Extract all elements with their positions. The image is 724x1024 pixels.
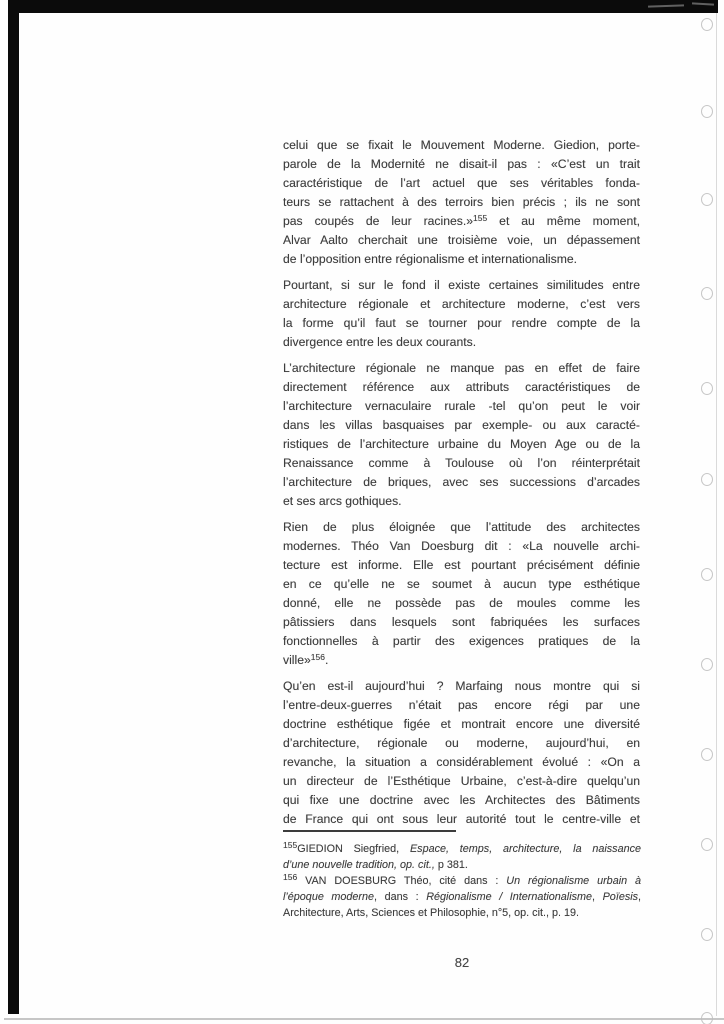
text-line: tecture est informe. Elle est pourtant précisément définie — [283, 558, 640, 572]
text-line: d’architecture, régionale ou moderne, aujourd’hui, en — [283, 736, 640, 750]
text-line: Renaissance comme à Toulouse où l’on réinterprétait — [283, 456, 640, 470]
text-line: modernes. Théo Van Doesburg dit : «La nouvelle archi- — [283, 539, 640, 553]
text-line: Pourtant, si sur le fond il existe certaines similitudes entre — [283, 278, 640, 292]
footnotes — [283, 841, 641, 921]
text-line: ristiques de l’architecture urbaine du Moyen Age ou de la — [283, 437, 640, 451]
text-line: $^{156}$ VAN DOESBURG Théo, cité dans : Un régionalisme urbain à — [283, 872, 641, 887]
text-line: l’entre-deux-guerres n’était pas encore régi par une — [283, 698, 640, 712]
text-line: pas coupés de leur racines.»$^{155}$ et au même moment, — [283, 213, 640, 228]
page-number: 82 — [454, 955, 470, 970]
scan-border-left — [8, 0, 19, 1014]
text-line: L’architecture régionale ne manque pas en effet de faire — [283, 361, 640, 375]
text-line: parole de la Modernité ne disait-il pas : «C’est un trait — [283, 157, 640, 171]
paragraph — [283, 276, 640, 352]
binding-hole — [701, 658, 713, 671]
text-line: de France qui ont sous leur autorité tout le centre-ville et — [283, 812, 640, 826]
paragraph — [283, 359, 640, 511]
text-line: ville»$^{156}$. — [283, 652, 329, 667]
text-line: teurs se rattachent à des terroirs bien précis ; ils ne sont — [283, 195, 640, 209]
text-line: l’époque moderne, dans : Régionalisme / Internationalisme, Poïesis, — [283, 891, 642, 903]
binding-hole — [701, 928, 713, 941]
binding-hole — [701, 473, 713, 486]
text-line: directement référence aux attributs caractéristiques de — [283, 380, 640, 394]
footnote-separator — [283, 830, 456, 832]
text-line: Rien de plus éloignée que l’attitude des architectes — [283, 520, 640, 534]
text-line: Qu’en est-il aujourd’hui ? Marfaing nous montre qui si — [283, 679, 640, 693]
binding-hole — [701, 838, 713, 851]
binding-hole — [701, 287, 713, 300]
paragraph — [283, 136, 640, 269]
body-text — [283, 136, 640, 836]
page-right-edge — [716, 13, 717, 1016]
page-bottom-edge — [4, 1018, 724, 1020]
binding-hole — [701, 105, 713, 118]
scan-border-top — [8, 0, 718, 13]
footnote — [283, 841, 641, 873]
text-line: de l’opposition entre régionalisme et internationalisme. — [283, 252, 578, 266]
text-line: d’une nouvelle tradition, op. cit., p 381. — [283, 859, 468, 871]
text-line: un directeur de l’Esthétique Urbaine, c’est-à-dire quelqu’un — [283, 774, 640, 788]
text-line: l’architecture de briques, avec ses successions d’arcades — [283, 475, 640, 489]
binding-hole — [701, 568, 713, 581]
text-line: architecture régionale et architecture moderne, c’est vers — [283, 297, 640, 311]
text-line: et ses arcs gothiques. — [283, 494, 402, 508]
paragraph — [283, 518, 640, 670]
text-line: Architecture, Arts, Sciences et Philosophie, n°5, op. cit., p. 19. — [283, 907, 579, 919]
text-line: la forme qu’il faut se tourner pour rendre compte de la — [283, 316, 640, 330]
text-line: l’architecture vernaculaire rurale -tel qu’on peut le voir — [283, 399, 640, 413]
text-line: en ce qu’elle ne se soumet à aucun type esthétique — [283, 577, 640, 591]
binding-hole — [701, 748, 713, 761]
text-line: donné, elle ne possède pas de moules comme les — [283, 596, 640, 610]
text-line: dans les villas basquaises par exemple- ou aux caracté- — [283, 418, 640, 432]
paragraph — [283, 677, 640, 829]
text-line: revanche, la situation a considérablement évolué : «On a — [283, 755, 640, 769]
text-line: pâtissiers dans lesquels sont fabriquées les surfaces — [283, 615, 640, 629]
text-line: $^{155}$GIEDION Siegfried, Espace, temps, architecture, la naissance — [283, 840, 641, 855]
text-line: celui que se fixait le Mouvement Moderne. Giedion, porte- — [283, 138, 640, 152]
text-line: Alvar Aalto cherchait une troisième voie, un dépassement — [283, 233, 640, 247]
binding-hole — [701, 382, 713, 395]
footnote — [283, 873, 641, 921]
text-line: fonctionnelles à partir des exigences pratiques de la — [283, 634, 640, 648]
binding-hole — [701, 193, 713, 206]
text-line: qui fixe une doctrine avec les Architectes des Bâtiments — [283, 793, 640, 807]
text-line: divergence entre les deux courants. — [283, 335, 477, 349]
binding-hole — [701, 1012, 713, 1024]
text-line: doctrine esthétique figée et montrait encore une diversité — [283, 717, 640, 731]
text-line: caractéristique de l’art actuel que ses véritables fonda- — [283, 176, 640, 190]
binding-hole — [701, 18, 713, 31]
